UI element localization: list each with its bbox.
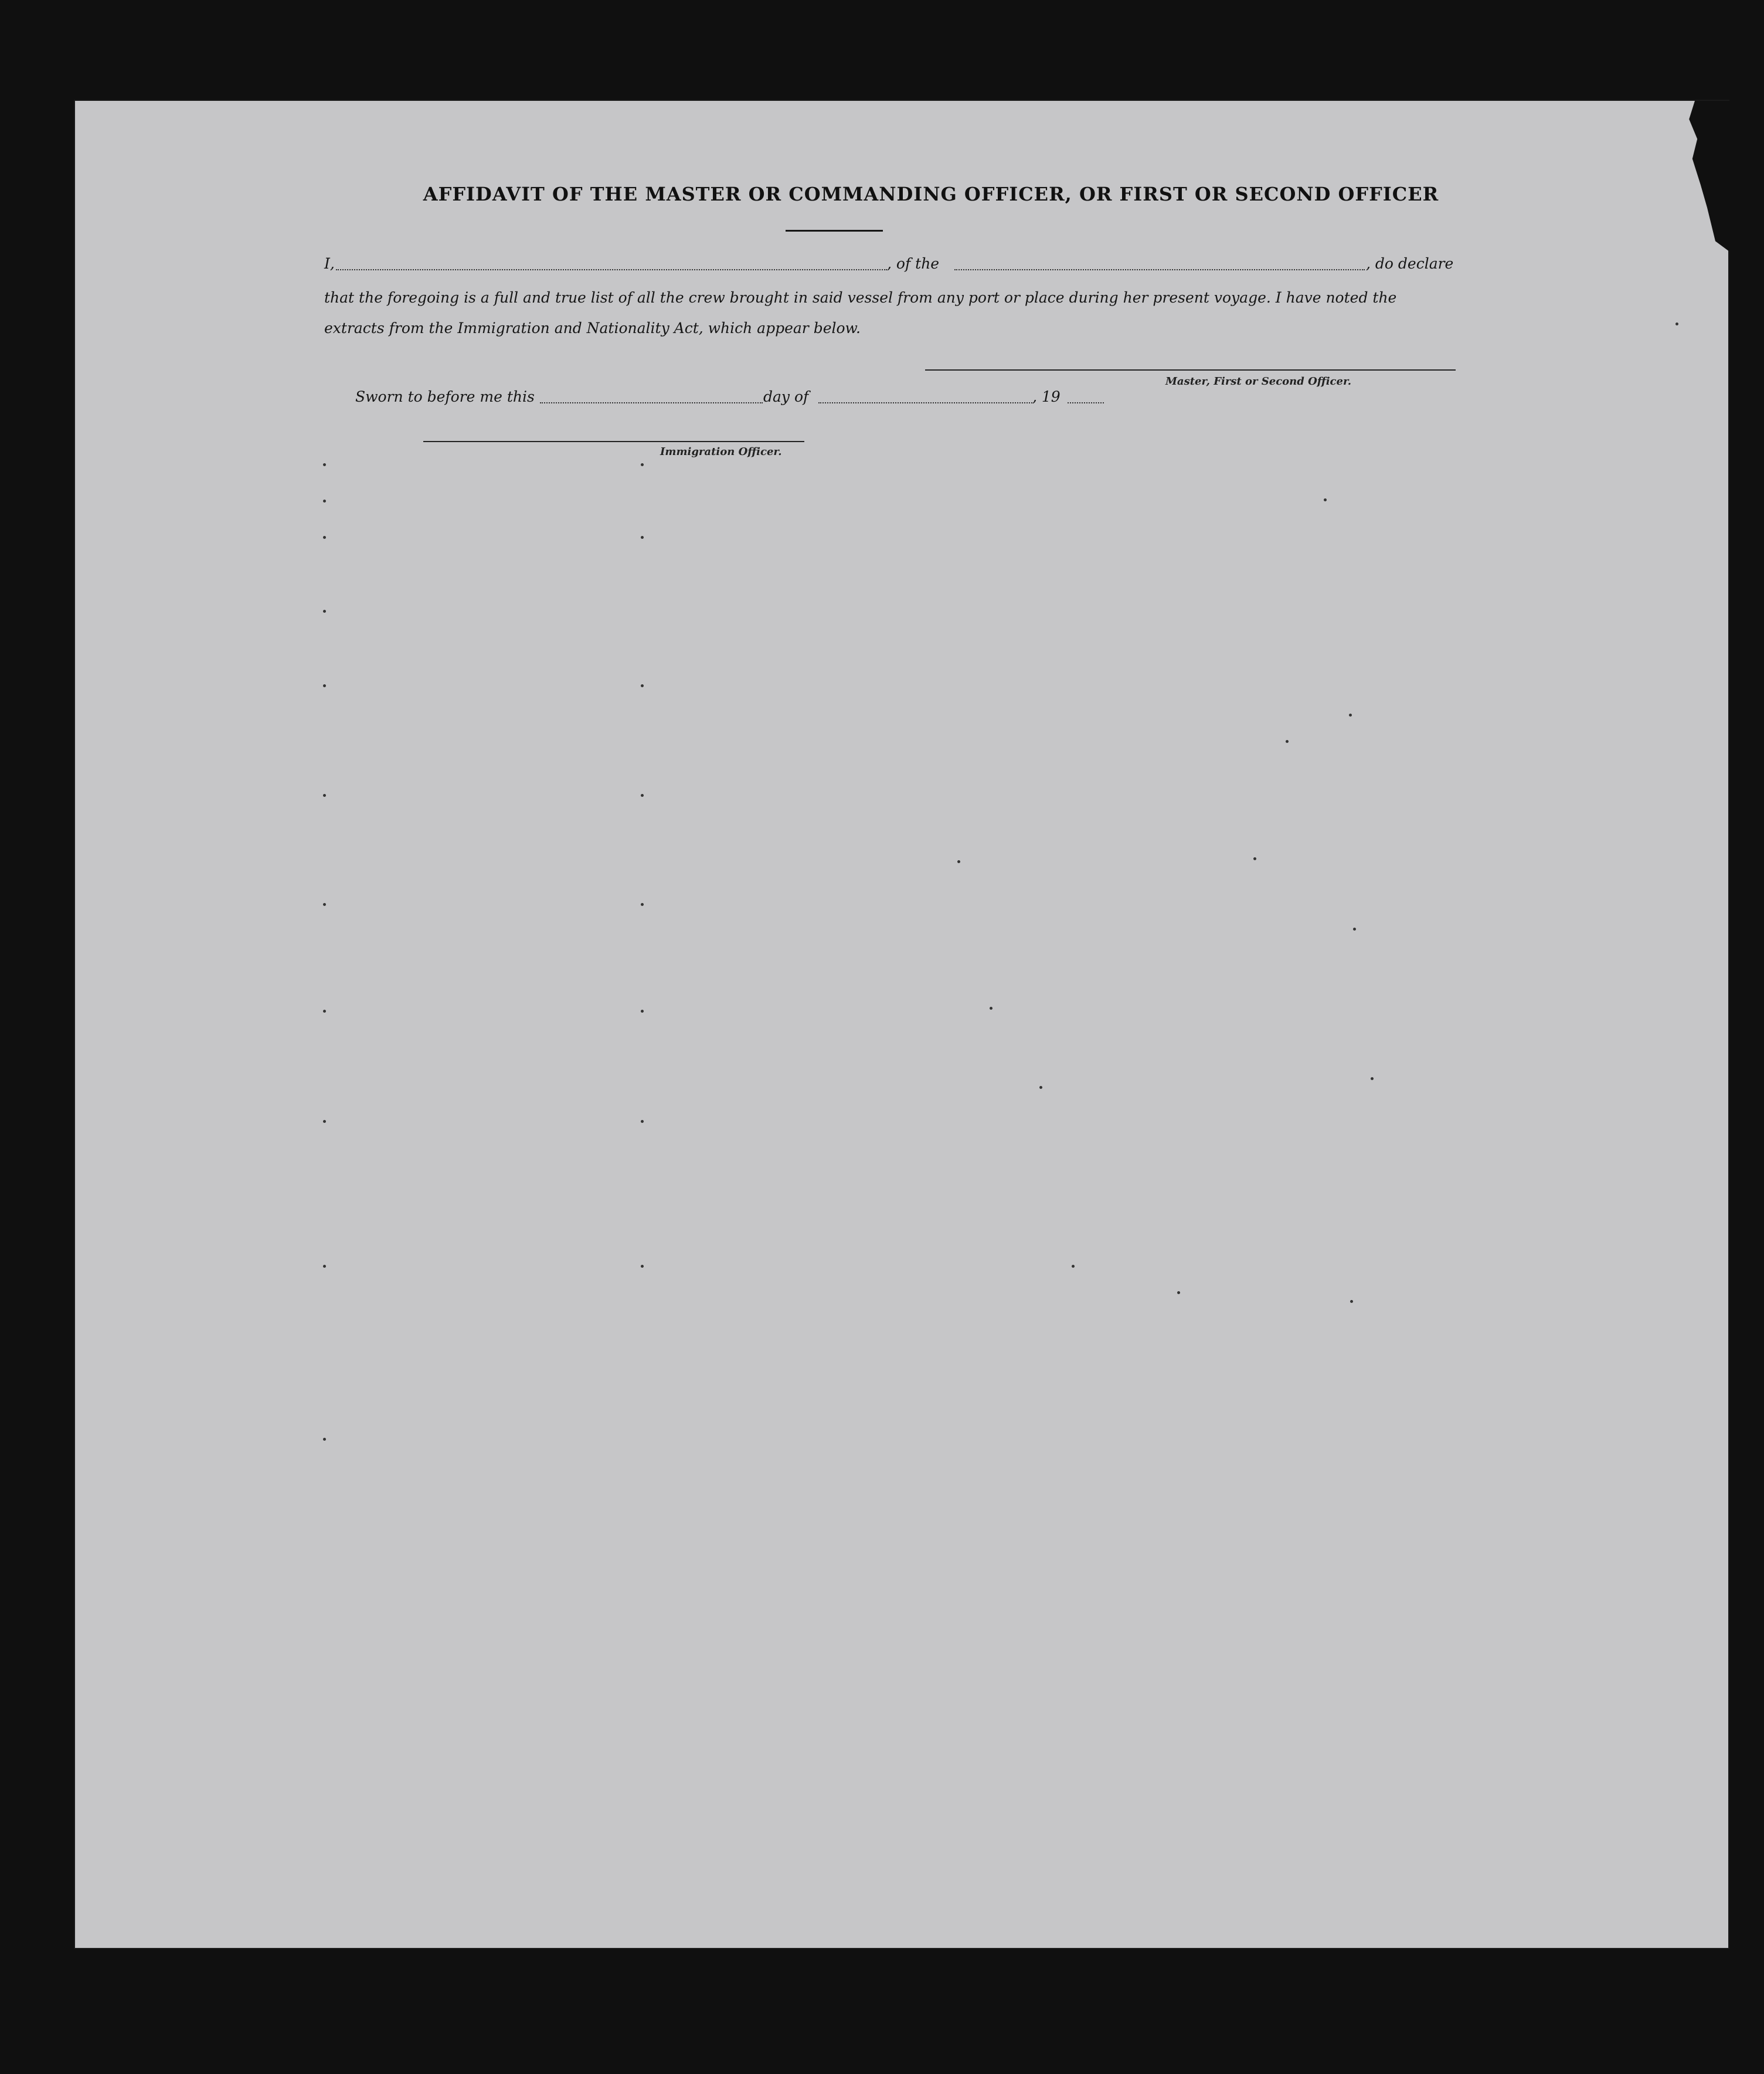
year-field[interactable] [1068,402,1104,403]
master-signature-line[interactable] [925,369,1456,371]
officer-signature-caption: Immigration Officer. [660,446,782,458]
master-signature-caption: Master, First or Second Officer. [1165,375,1352,388]
year-label: , 19 [1032,388,1061,405]
title-underline [786,230,883,232]
i-label: I, [324,255,335,272]
sworn-line [355,388,1176,412]
declaration-body: that the foregoing is a full and true list of all the crew brought in said vessel from any port or place during her present voyage. I have noted the extracts from the Immigration and Nationality Act, which appear below. [324,289,1397,337]
do-declare-label: , do declare [1366,255,1454,272]
name-field[interactable] [336,269,887,270]
day-field[interactable] [540,402,763,403]
declaration-line [324,255,1459,281]
officer-signature-line[interactable] [423,441,804,442]
affidavit-title: AFFIDAVIT OF THE MASTER OR COMMANDING OFFICER, OR FIRST OR SECOND OFFICER [423,183,1439,205]
affidavit-page [75,101,1728,1948]
sworn-prefix: Sworn to before me this [355,388,535,405]
torn-corner [1650,101,1732,253]
day-of-label: day of [763,388,809,405]
vessel-field[interactable] [954,269,1365,270]
of-the-label: , of the [887,255,940,272]
month-field[interactable] [818,402,1032,403]
